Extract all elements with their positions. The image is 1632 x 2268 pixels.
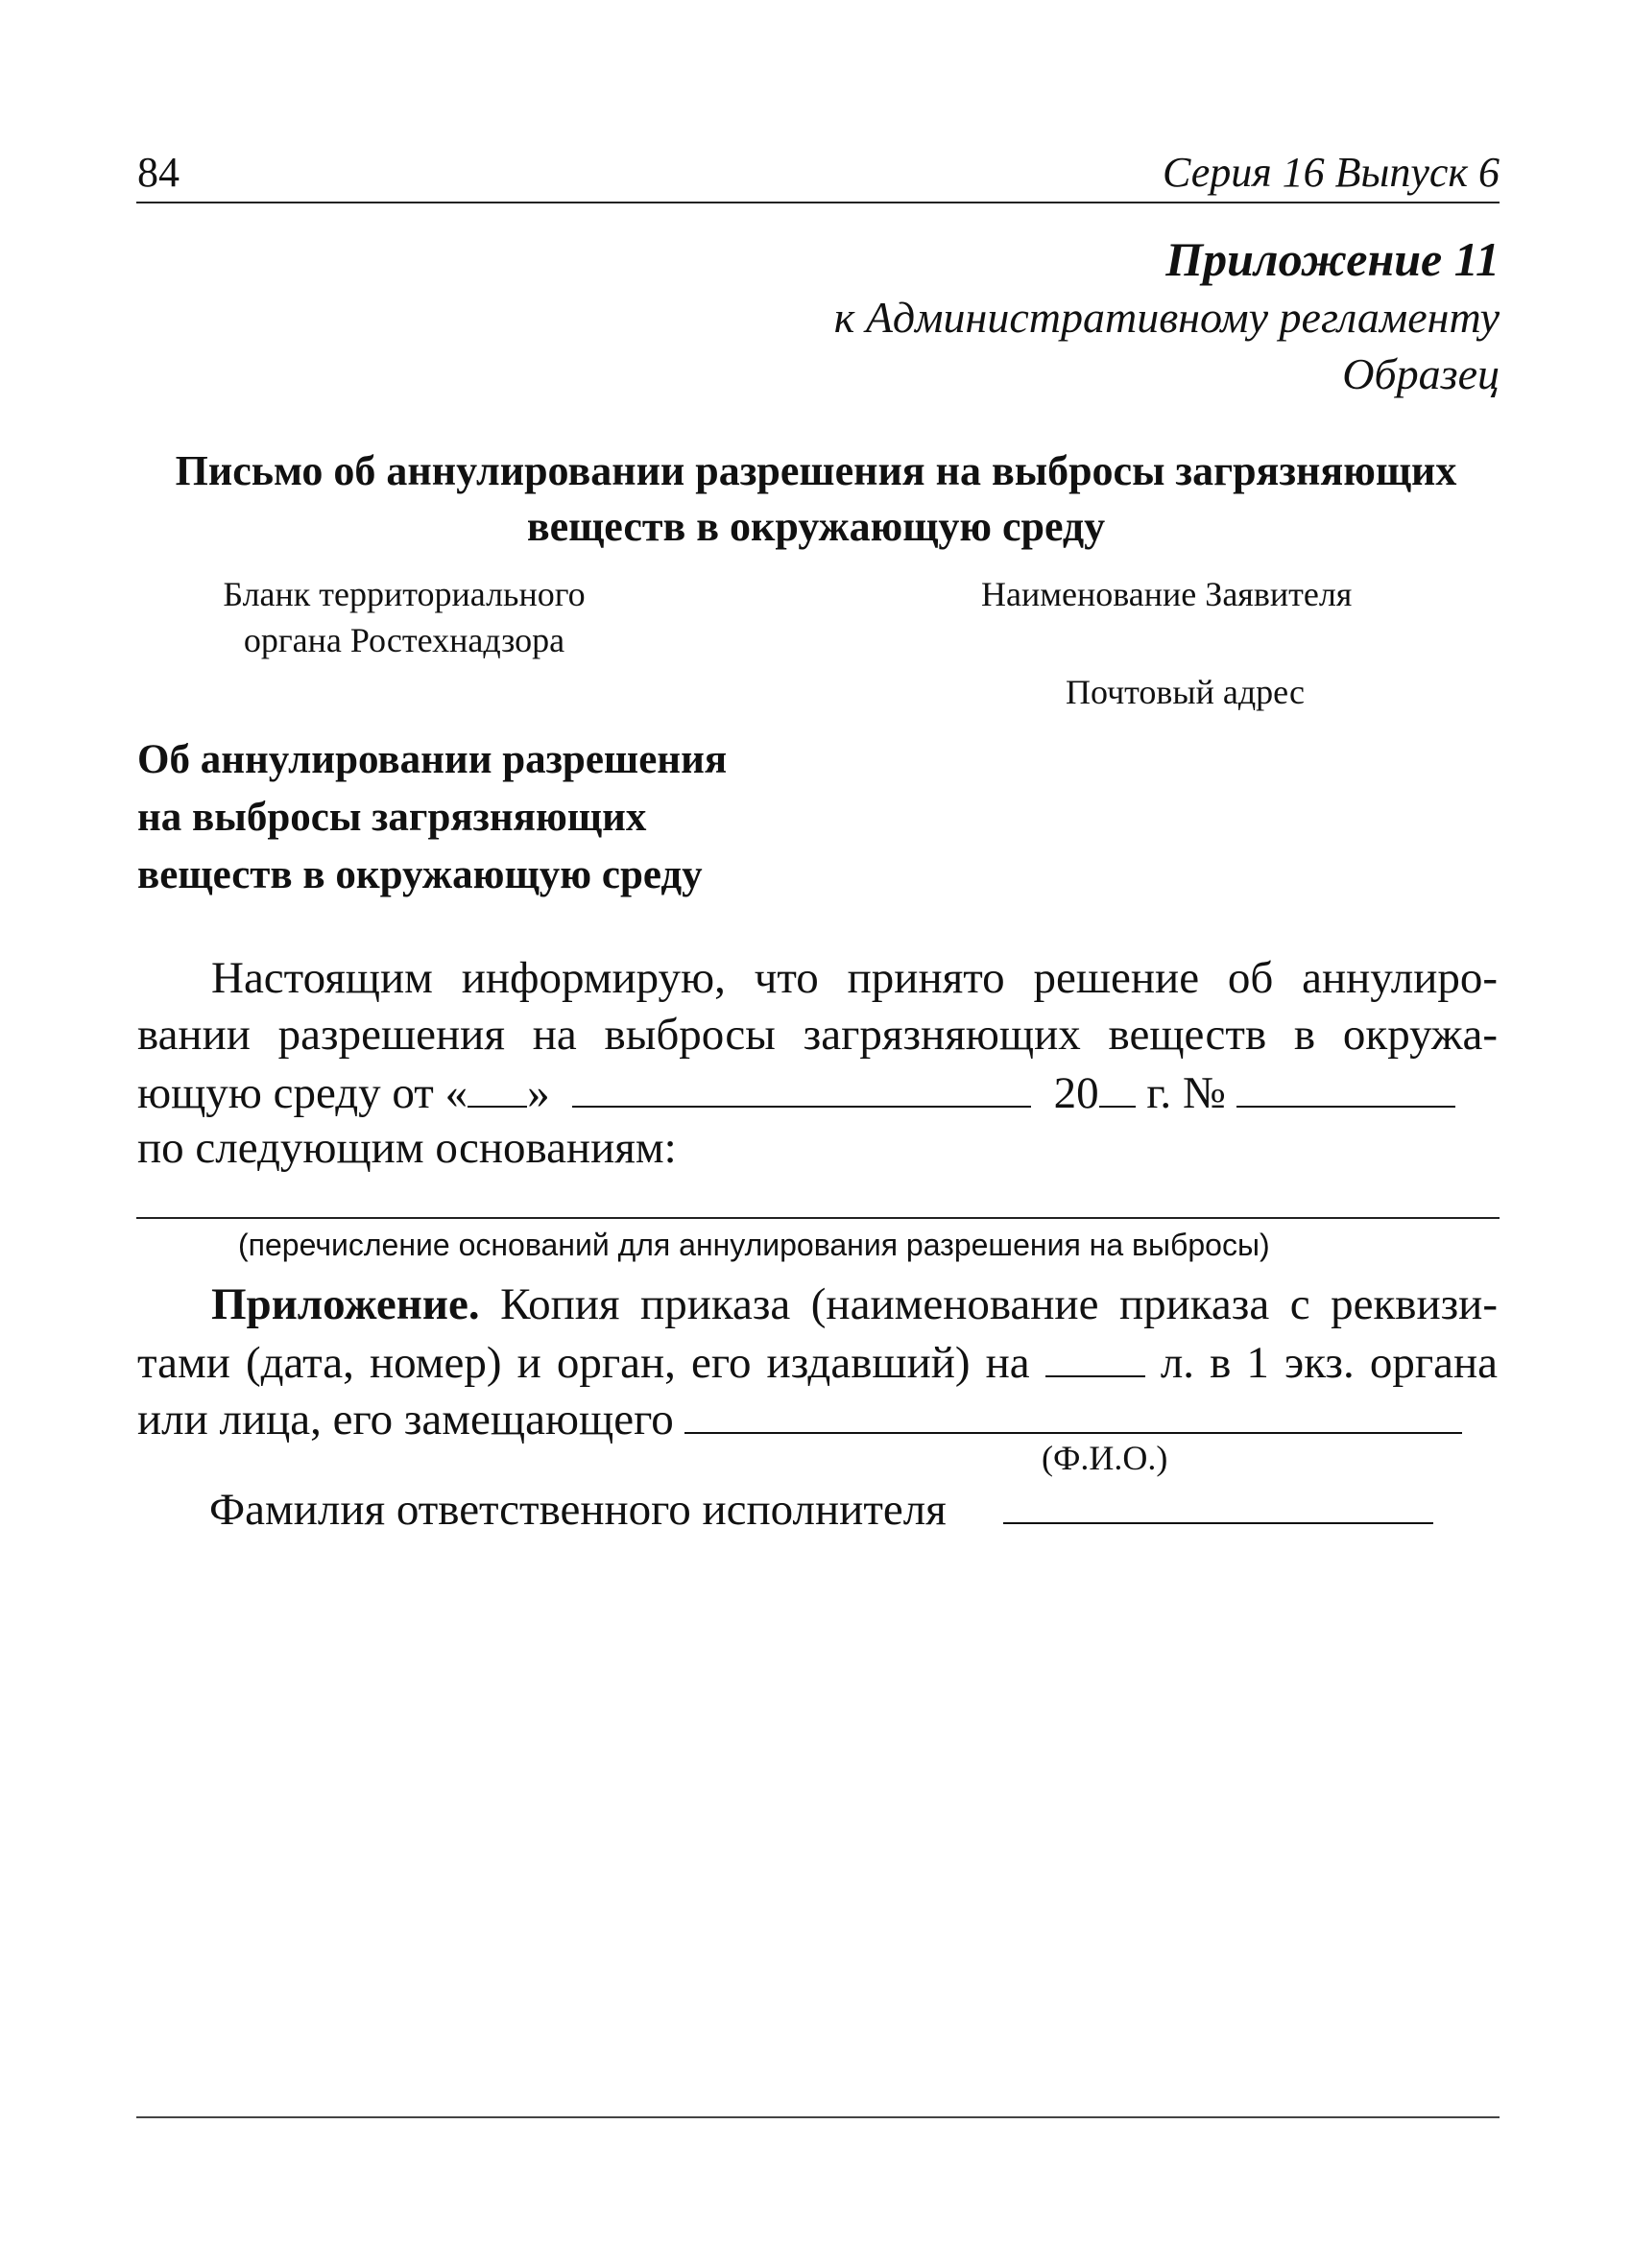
body-line4: по следующим основаниям: (137, 1123, 677, 1173)
signer-blank-field[interactable] (684, 1390, 1462, 1434)
reasons-hint: (перечисление оснований для аннулирования разрешения на выбросы) (238, 1228, 1270, 1262)
postal-address: Почтовый адрес (1066, 673, 1306, 711)
attachment-line2 (137, 1333, 1498, 1391)
appendix-title: Приложение 11 (1165, 232, 1500, 286)
day-blank-field[interactable] (468, 1063, 527, 1108)
fio-hint: (Ф.И.О.) (1042, 1439, 1168, 1477)
body-line1: Настоящим информирую, что принято решение об аннулиро- (211, 953, 1498, 1003)
series-label: Серия 16 Выпуск 6 (1163, 149, 1500, 196)
body-line3 (137, 1063, 1455, 1121)
footer-divider (136, 2116, 1500, 2118)
attachment-line1 (211, 1277, 1498, 1332)
body-line3-quote-close: » (527, 1068, 550, 1118)
reasons-blank-field[interactable] (136, 1217, 1500, 1219)
executor-blank-field[interactable] (1003, 1480, 1433, 1524)
subject-line3: веществ в окружающую среду (137, 852, 703, 897)
body-line3-number: г. № (1135, 1068, 1237, 1118)
letter-subject (137, 731, 727, 904)
subject-line1: Об аннулировании разрешения (137, 737, 728, 782)
body-line3-start: ющую среду от « (137, 1068, 468, 1118)
sheets-blank-field[interactable] (1045, 1333, 1145, 1377)
attachment-label: Приложение. (211, 1279, 480, 1329)
letterhead-line1: Бланк территориального (223, 575, 586, 613)
appendix-regulation: к Административному регламенту (833, 293, 1500, 342)
appendix-sample: Образец (1342, 349, 1500, 398)
attachment-line2-start: тами (дата, номер) и орган, его издавший) на (137, 1338, 1045, 1388)
document-title-line2: веществ в окружающую среду (526, 503, 1106, 550)
header-divider (136, 202, 1500, 203)
letterhead-line2: органа Ростехнадзора (243, 621, 565, 659)
document-title (144, 443, 1488, 555)
attachment-line1-rest: Копия приказа (наименование приказа с реквизи- (479, 1279, 1498, 1329)
applicant-name: Наименование Заявителя (981, 575, 1353, 613)
body-line2: вании разрешения на выбросы загрязняющих веществ в окружа- (137, 1010, 1498, 1060)
year-blank-field[interactable] (1099, 1063, 1136, 1108)
executor-label: Фамилия ответственного исполнителя (209, 1485, 947, 1535)
body-line3-year: 20 (1053, 1068, 1099, 1118)
executor-line (209, 1480, 1433, 1538)
month-blank-field[interactable] (572, 1063, 1031, 1108)
document-title-line1: Письмо об аннулировании разрешения на выбросы загрязняющих (175, 447, 1457, 494)
subject-line2: на выбросы загрязняющих (137, 795, 647, 840)
attachment-line2-end: л. в 1 экз. органа (1144, 1338, 1498, 1388)
attachment-line3 (137, 1390, 1462, 1447)
page-number: 84 (137, 149, 180, 196)
number-blank-field[interactable] (1236, 1063, 1455, 1108)
attachment-line3-start: или лица, его замещающего (137, 1395, 685, 1444)
